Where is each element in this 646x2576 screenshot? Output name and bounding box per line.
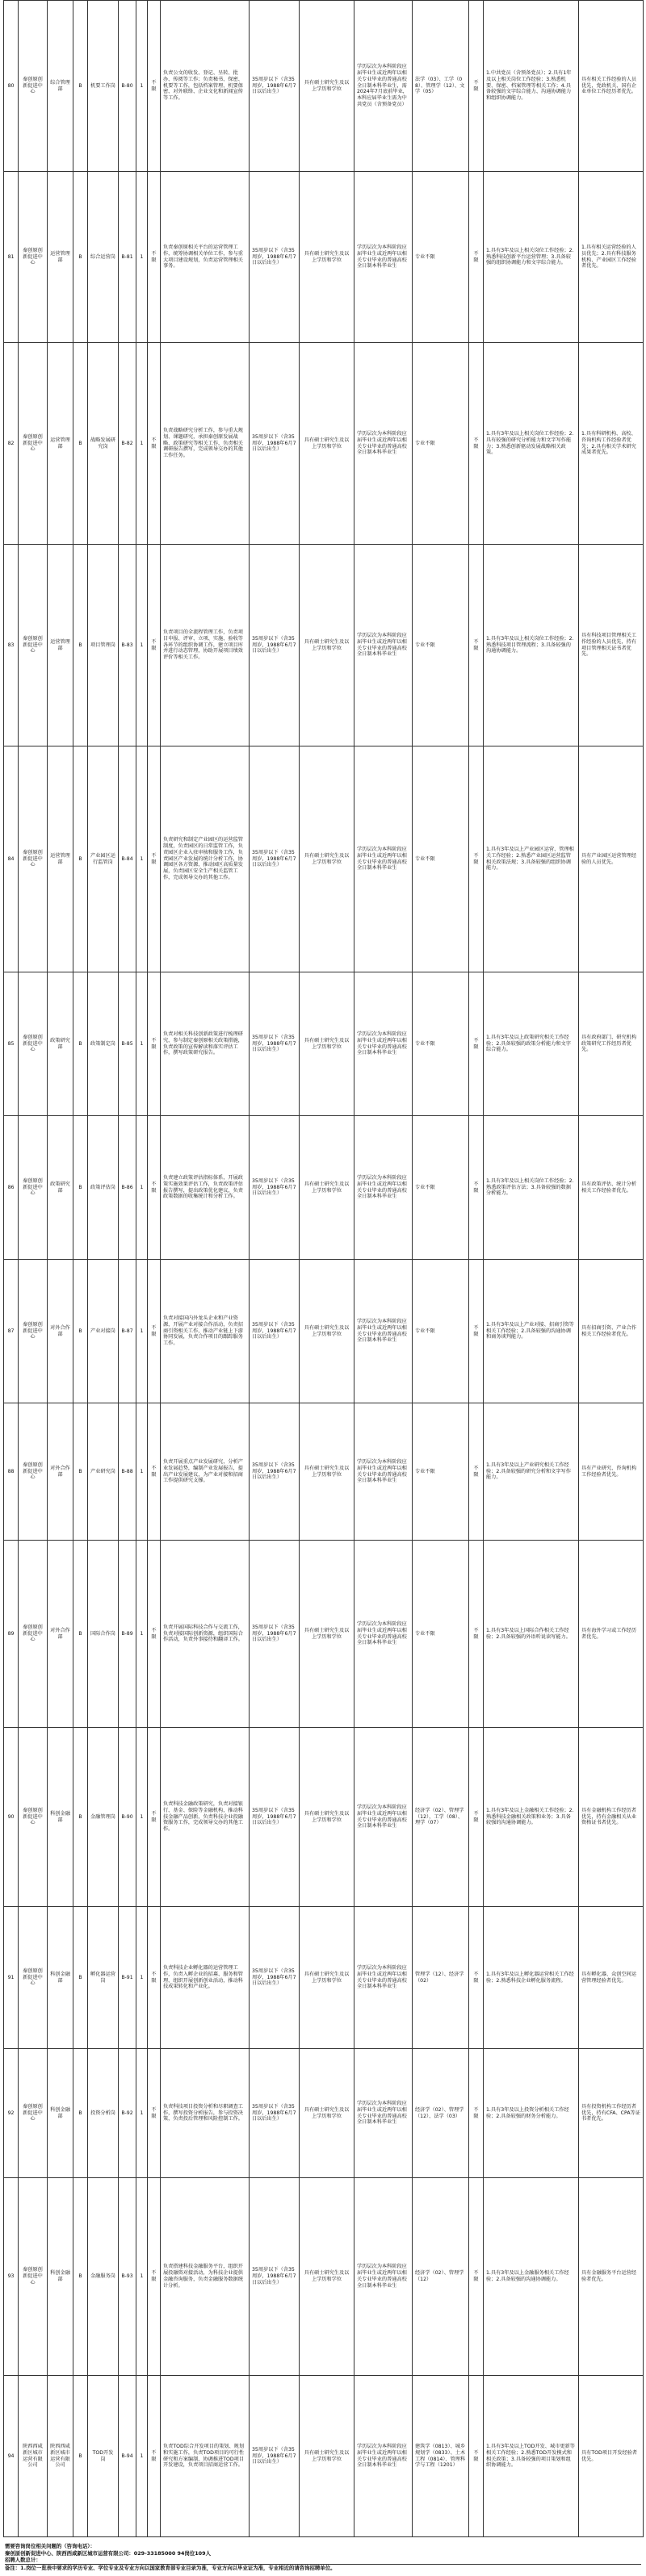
cell-major: 专业不限 xyxy=(413,1116,469,1260)
cell-unit-name: 秦创原创新促进中心 xyxy=(19,1116,48,1260)
cell-gender: 不限 xyxy=(148,972,161,1116)
cell-remark: 具有科技项目管理相关工作经验的人员优先，持有项目管理相关证书者优先。 xyxy=(579,545,644,746)
cell-job-duty: 负责战略研究分析工作，参与重大规划、课题研究，承担秦创原发展战略、政策研究等相关工作，负责相关调研报告撰写，完成领导交办的其他工作任务。 xyxy=(161,343,250,545)
cell-gender-2: 不限 xyxy=(469,1728,484,1907)
table-row xyxy=(4,1403,644,1541)
cell-post-name: 综合运营岗 xyxy=(88,172,119,343)
cell-hire-count: 1 xyxy=(136,2049,148,2178)
cell-major: 专业不限 xyxy=(413,343,469,545)
cell-post-code: B-86 xyxy=(119,1116,136,1260)
cell-post-name: 孵化器运营岗 xyxy=(88,1907,119,2049)
cell-row-number: 91 xyxy=(4,1907,19,2049)
cell-post-name: 金融管理岗 xyxy=(88,1728,119,1907)
cell-gender-2: 不限 xyxy=(469,1403,484,1541)
cell-post-code: B-90 xyxy=(119,1728,136,1907)
cell-remark: 具有相关工作经验的人员优先，党政机关、国有企业单位工作经历者优先。 xyxy=(579,1,644,172)
cell-unit-name: 秦创原创新促进中心 xyxy=(19,2049,48,2178)
footer-consult-line: 需要咨询岗位相关问题的（咨询电话）： xyxy=(5,2543,95,2549)
cell-remark: 1.具有相关运营经验的人员优先；2.具有科技服务机构、产业园区工作经验者优先。 xyxy=(579,172,644,343)
cell-department: 运营管理部 xyxy=(48,343,73,545)
cell-age-requirement: 35周岁以下（含35周岁，1988年6月7日以后出生） xyxy=(250,343,300,545)
cell-unit-name: 秦创原创新促进中心 xyxy=(19,343,48,545)
cell-education: 具有硕士研究生及以上学历和学位 xyxy=(300,1541,354,1728)
cell-hire-count: 1 xyxy=(136,746,148,972)
cell-other-requirements: 1.具有3年及以上投资分析相关工作经验；2.具备较强的财务分析能力。 xyxy=(484,2049,579,2178)
cell-post-type: B xyxy=(73,2376,88,2537)
cell-major: 经济学（02）、管理学（12）、工学（08）、理学（07） xyxy=(413,1728,469,1907)
cell-education: 具有硕士研究生及以上学历和学位 xyxy=(300,545,354,746)
cell-hire-count: 1 xyxy=(136,1116,148,1260)
cell-remark: 具有政策评估、统计分析相关工作经验者优先。 xyxy=(579,1116,644,1260)
cell-study-requirement: 学历层次为本科阶段应届毕业生或近两年以相关专业毕业的普通高校全日制本科毕业生，需2024年7月底前毕业，本科应届毕业生需为中共党员（含预备党员） xyxy=(354,1,413,172)
cell-row-number: 85 xyxy=(4,972,19,1116)
table-row xyxy=(4,1907,644,2049)
cell-post-name: 政策制定岗 xyxy=(88,972,119,1116)
cell-study-requirement: 学历层次为本科阶段应届毕业生或近两年以相关专业毕业的普通高校全日制本科毕业生 xyxy=(354,972,413,1116)
cell-post-code: B-89 xyxy=(119,1541,136,1728)
cell-education: 具有硕士研究生及以上学历和学位 xyxy=(300,1,354,172)
cell-major: 专业不限 xyxy=(413,972,469,1116)
cell-remark: 1.具有科研机构、高校、咨询机构工作经验者优先；2.具有相关学术研究成果者优先。 xyxy=(579,343,644,545)
cell-department: 科创金融部 xyxy=(48,1728,73,1907)
cell-hire-count: 1 xyxy=(136,1260,148,1403)
cell-hire-count: 1 xyxy=(136,1907,148,2049)
cell-job-duty: 负责秦创原相关平台的运营管理工作，统筹协调相关单位工作，参与重大项目建设规划，负责运营管理相关事务。 xyxy=(161,172,250,343)
cell-gender-2: 不限 xyxy=(469,972,484,1116)
cell-row-number: 92 xyxy=(4,2049,19,2178)
cell-gender-2: 不限 xyxy=(469,746,484,972)
cell-age-requirement: 35周岁以下（含35周岁，1988年6月7日以后出生） xyxy=(250,2049,300,2178)
cell-post-code: B-84 xyxy=(119,746,136,972)
cell-department: 陕西西咸新区城市运营有限公司 xyxy=(48,2376,73,2537)
cell-education: 具有硕士研究生及以上学历和学位 xyxy=(300,1116,354,1260)
cell-post-name: 项目管理岗 xyxy=(88,545,119,746)
cell-major: 专业不限 xyxy=(413,1403,469,1541)
cell-post-name: 机要工作岗 xyxy=(88,1,119,172)
cell-other-requirements: 1.具有3年及以上金融相关工作经验；2.熟悉科技金融相关政策和业务；3.具备较强的沟通协调能力。 xyxy=(484,1728,579,1907)
cell-post-name: TOD开发岗 xyxy=(88,2376,119,2537)
cell-post-type: B xyxy=(73,343,88,545)
cell-major: 建筑学（0813）、城乡规划学（0833）、土木工程（0814）、管理科学与工程（1201） xyxy=(413,2376,469,2537)
cell-age-requirement: 35周岁以下（含35周岁，1988年6月7日以后出生） xyxy=(250,972,300,1116)
table-row xyxy=(4,1541,644,1728)
cell-other-requirements: 1.具有3年及以上产业园区运营、管理相关工作经验；2.熟悉产业园区运营监管相关政策法规；3.具备较强的组织协调能力。 xyxy=(484,746,579,972)
cell-row-number: 94 xyxy=(4,2376,19,2537)
cell-age-requirement: 35周岁以下（含35周岁，1988年6月7日以后出生） xyxy=(250,1260,300,1403)
cell-remark: 具有产业研究、咨询机构工作经验者优先。 xyxy=(579,1403,644,1541)
cell-post-code: B-93 xyxy=(119,2178,136,2376)
cell-job-duty: 负责科技项目投资分析和尽职调查工作，撰写投资分析报告，参与投资决策，负责投后管理和风险控制工作。 xyxy=(161,2049,250,2178)
cell-post-type: B xyxy=(73,2049,88,2178)
cell-unit-name: 秦创原创新促进中心 xyxy=(19,1728,48,1907)
table-row xyxy=(4,1116,644,1260)
cell-gender-2: 不限 xyxy=(469,2376,484,2537)
cell-job-duty: 负责开展国际科技合作与交流工作，负责对接国际创新资源，组织国际合作活动，负责外事接待和翻译工作。 xyxy=(161,1541,250,1728)
cell-department: 对外合作部 xyxy=(48,1260,73,1403)
cell-department: 科创金融部 xyxy=(48,1907,73,2049)
cell-row-number: 86 xyxy=(4,1116,19,1260)
table-row xyxy=(4,172,644,343)
cell-job-duty: 负责公文的收发、登记、呈转、批办、传阅等工作；负责秘书、保密、机要等工作，包括档案管理、机要保密、对外联络、企业文化和新闻宣传等工作。 xyxy=(161,1,250,172)
cell-major: 专业不限 xyxy=(413,545,469,746)
cell-job-duty: 负责研究和制定产业园区的运营监管制度，负责园区的日常监管工作，负责园区企业入驻审核和服务工作，负责园区产业发展的统计分析工作，协调园区各方资源，推动园区高质量发展，负责园区安全生产相关监管工作，完成领导交办的其他工作。 xyxy=(161,746,250,972)
cell-education: 具有硕士研究生及以上学历和学位 xyxy=(300,2178,354,2376)
cell-other-requirements: 1.具有3年及以上国际合作相关工作经验；2.具备较强的外语听说读写能力。 xyxy=(484,1541,579,1728)
cell-post-code: B-92 xyxy=(119,2049,136,2178)
cell-post-type: B xyxy=(73,1116,88,1260)
table-row xyxy=(4,343,644,545)
cell-gender: 不限 xyxy=(148,1,161,172)
cell-hire-count: 1 xyxy=(136,2376,148,2537)
cell-gender: 不限 xyxy=(148,1907,161,2049)
cell-row-number: 81 xyxy=(4,172,19,343)
cell-major: 管理学（12）、经济学（02） xyxy=(413,1907,469,2049)
cell-post-name: 投资分析岗 xyxy=(88,2049,119,2178)
cell-gender: 不限 xyxy=(148,1260,161,1403)
cell-post-type: B xyxy=(73,1,88,172)
cell-row-number: 83 xyxy=(4,545,19,746)
cell-post-code: B-83 xyxy=(119,545,136,746)
cell-post-type: B xyxy=(73,545,88,746)
cell-gender: 不限 xyxy=(148,545,161,746)
cell-gender-2: 不限 xyxy=(469,1116,484,1260)
recruitment-table xyxy=(3,0,644,2537)
cell-gender-2: 不限 xyxy=(469,343,484,545)
cell-unit-name: 秦创原创新促进中心 xyxy=(19,1541,48,1728)
cell-gender: 不限 xyxy=(148,1728,161,1907)
cell-unit-name: 秦创原创新促进中心 xyxy=(19,1260,48,1403)
cell-hire-count: 1 xyxy=(136,1728,148,1907)
cell-row-number: 89 xyxy=(4,1541,19,1728)
cell-department: 运营管理部 xyxy=(48,746,73,972)
cell-gender-2: 不限 xyxy=(469,1907,484,2049)
cell-gender: 不限 xyxy=(148,172,161,343)
cell-education: 具有硕士研究生及以上学历和学位 xyxy=(300,172,354,343)
cell-hire-count: 1 xyxy=(136,1,148,172)
cell-gender: 不限 xyxy=(148,1541,161,1728)
table-row xyxy=(4,2178,644,2376)
cell-study-requirement: 学历层次为本科阶段应届毕业生或近两年以相关专业毕业的普通高校全日制本科毕业生 xyxy=(354,2178,413,2376)
cell-row-number: 93 xyxy=(4,2178,19,2376)
cell-study-requirement: 学历层次为本科阶段应届毕业生或近两年以相关专业毕业的普通高校全日制本科毕业生 xyxy=(354,2376,413,2537)
cell-row-number: 82 xyxy=(4,343,19,545)
cell-age-requirement: 35周岁以下（含35周岁，1988年6月7日以后出生） xyxy=(250,1907,300,2049)
cell-post-type: B xyxy=(73,1260,88,1403)
cell-major: 经济学（02）、管理学（12） xyxy=(413,2178,469,2376)
cell-post-name: 产业研究岗 xyxy=(88,1403,119,1541)
footer-note: 备注：1.岗位一览表中要求的学历专业、学位专业及专业方向以国家教育部专业目录为准，专业方向以毕业证为准，专业相近的请咨询招聘单位。 xyxy=(5,2564,641,2572)
cell-unit-name: 秦创原创新促进中心 xyxy=(19,172,48,343)
cell-job-duty: 负责对接国内外龙头企业和产业资源，开展产业对接合作活动，负责招商引资相关工作，推动产业链上下游协同发展，负责合作项目的跟踪服务工作。 xyxy=(161,1260,250,1403)
cell-job-duty: 负责项目的全流程管理工作，负责项目申报、评审、立项、实施、验收等各环节的组织协调工作，建立项目库并进行动态管理，协助开展项目绩效评价等相关工作。 xyxy=(161,545,250,746)
cell-other-requirements: 1.具有3年及以上TOD开发、城市更新等相关工作经验；2.熟悉TOD开发模式和相关政策；3.具备较强的项目策划和组织协调能力。 xyxy=(484,2376,579,2537)
cell-other-requirements: 1.具有3年及以上相关岗位工作经验；2.具有较强的研究分析能力和文字写作能力；3.熟悉创新驱动发展战略相关政策。 xyxy=(484,343,579,545)
cell-hire-count: 1 xyxy=(136,172,148,343)
cell-study-requirement: 学历层次为本科阶段应届毕业生或近两年以相关专业毕业的普通高校全日制本科毕业生 xyxy=(354,545,413,746)
cell-other-requirements: 1.具有3年及以上相关岗位工作经验；2.熟悉政策评估方法；3.具备较强的数据分析能力。 xyxy=(484,1116,579,1260)
cell-gender: 不限 xyxy=(148,2049,161,2178)
cell-age-requirement: 35周岁以下（含35周岁，1988年6月7日以后出生） xyxy=(250,545,300,746)
cell-job-duty: 负责TOD综合开发项目的策划、规划和实施工作，负责TOD项目的可行性研究和方案编制，协调推进TOD项目开发建设，负责项目招商运营工作。 xyxy=(161,2376,250,2537)
cell-post-code: B-94 xyxy=(119,2376,136,2537)
cell-gender: 不限 xyxy=(148,343,161,545)
cell-department: 综合管理部 xyxy=(48,1,73,172)
cell-other-requirements: 1.具有3年及以上孵化器运营相关工作经验；2.熟悉科技企业孵化服务流程。 xyxy=(484,1907,579,2049)
cell-post-code: B-82 xyxy=(119,343,136,545)
cell-age-requirement: 35周岁以下（含35周岁，1988年6月7日以后出生） xyxy=(250,746,300,972)
cell-study-requirement: 学历层次为本科阶段应届毕业生或近两年以相关专业毕业的普通高校全日制本科毕业生 xyxy=(354,172,413,343)
cell-other-requirements: 1.具有3年及以上金融服务相关工作经验；2.具备较强的沟通协调能力。 xyxy=(484,2178,579,2376)
cell-age-requirement: 35周岁以下（含35周岁，1988年6月7日以后出生） xyxy=(250,1541,300,1728)
cell-post-name: 产业对接岗 xyxy=(88,1260,119,1403)
table-row xyxy=(4,746,644,972)
cell-department: 运营管理部 xyxy=(48,172,73,343)
cell-post-name: 金融服务岗 xyxy=(88,2178,119,2376)
cell-post-name: 产业园区运行监管岗 xyxy=(88,746,119,972)
cell-gender-2: 不限 xyxy=(469,545,484,746)
cell-gender: 不限 xyxy=(148,1116,161,1260)
cell-post-code: B-87 xyxy=(119,1260,136,1403)
cell-hire-count: 1 xyxy=(136,1541,148,1728)
table-row xyxy=(4,545,644,746)
cell-study-requirement: 学历层次为本科阶段应届毕业生或近两年以相关专业毕业的普通高校全日制本科毕业生 xyxy=(354,343,413,545)
cell-study-requirement: 学历层次为本科阶段应届毕业生或近两年以相关专业毕业的普通高校全日制本科毕业生 xyxy=(354,1541,413,1728)
cell-age-requirement: 35周岁以下（含35周岁，1988年6月7日以后出生） xyxy=(250,1116,300,1260)
cell-gender-2: 不限 xyxy=(469,172,484,343)
cell-gender: 不限 xyxy=(148,746,161,972)
cell-study-requirement: 学历层次为本科阶段应届毕业生或近两年以相关专业毕业的普通高校全日制本科毕业生 xyxy=(354,1728,413,1907)
cell-unit-name: 秦创原创新促进中心 xyxy=(19,972,48,1116)
cell-row-number: 80 xyxy=(4,1,19,172)
footer-total-line: 招聘人数总计： xyxy=(5,2557,41,2564)
cell-post-type: B xyxy=(73,746,88,972)
cell-major: 专业不限 xyxy=(413,1541,469,1728)
cell-post-code: B-85 xyxy=(119,972,136,1116)
cell-major: 法学（03）、工学（08）、管理学（12）、文学（05） xyxy=(413,1,469,172)
cell-study-requirement: 学历层次为本科阶段应届毕业生或近两年以相关专业毕业的普通高校全日制本科毕业生 xyxy=(354,746,413,972)
cell-job-duty: 负责对相关科技创新政策进行梳理研究，参与制定秦创原相关政策措施，负责政策的宣传解读和落实评估工作，撰写政策研究报告。 xyxy=(161,972,250,1116)
cell-unit-name: 秦创原创新促进中心 xyxy=(19,1403,48,1541)
cell-gender-2: 不限 xyxy=(469,2049,484,2178)
cell-job-duty: 负责建立政策评估指标体系，开展政策实施效果评估工作，负责政策评估报告撰写，提出政策优化建议，负责政策数据的收集统计和分析工作。 xyxy=(161,1116,250,1260)
cell-row-number: 90 xyxy=(4,1728,19,1907)
cell-major: 专业不限 xyxy=(413,746,469,972)
cell-remark: 具有TOD项目开发经验者优先。 xyxy=(579,2376,644,2537)
cell-hire-count: 1 xyxy=(136,343,148,545)
cell-remark: 具有海外学习或工作经历者优先。 xyxy=(579,1541,644,1728)
cell-age-requirement: 35周岁以下（含35周岁，1988年6月7日以后出生） xyxy=(250,1728,300,1907)
cell-remark: 具有政府部门、研究机构政策研究工作经历者优先。 xyxy=(579,972,644,1116)
cell-remark: 具有招商引资、产业合作相关工作经验者优先。 xyxy=(579,1260,644,1403)
cell-department: 对外合作部 xyxy=(48,1403,73,1541)
cell-post-code: B-81 xyxy=(119,172,136,343)
cell-department: 运营管理部 xyxy=(48,545,73,746)
table-row xyxy=(4,2376,644,2537)
cell-post-code: B-91 xyxy=(119,1907,136,2049)
cell-remark: 具有金融服务平台运营经验者优先。 xyxy=(579,2178,644,2376)
cell-hire-count: 1 xyxy=(136,1403,148,1541)
cell-job-duty: 负责搭建科技金融服务平台，组织开展投融资对接活动，为科技企业提供金融咨询服务，负责金融服务数据统计分析。 xyxy=(161,2178,250,2376)
cell-post-code: B-88 xyxy=(119,1403,136,1541)
cell-post-name: 战略发展研究岗 xyxy=(88,343,119,545)
cell-row-number: 84 xyxy=(4,746,19,972)
table-footer xyxy=(5,2543,641,2572)
cell-row-number: 87 xyxy=(4,1260,19,1403)
footer-contact-line: 秦创原创新促进中心、陕西西咸新区城市运营有限公司：029-33185000 94岗位109人 xyxy=(5,2549,211,2557)
cell-study-requirement: 学历层次为本科阶段应届毕业生或近两年以相关专业毕业的普通高校全日制本科毕业生 xyxy=(354,1260,413,1403)
cell-unit-name: 秦创原创新促进中心 xyxy=(19,2178,48,2376)
cell-hire-count: 1 xyxy=(136,2178,148,2376)
cell-education: 具有硕士研究生及以上学历和学位 xyxy=(300,746,354,972)
table-row xyxy=(4,1260,644,1403)
cell-other-requirements: 1.具有3年及以上产业对接、招商引资等相关工作经验；2.具备较强的沟通协调和商务谈判能力。 xyxy=(484,1260,579,1403)
cell-education: 具有硕士研究生及以上学历和学位 xyxy=(300,2376,354,2537)
cell-hire-count: 1 xyxy=(136,545,148,746)
cell-education: 具有硕士研究生及以上学历和学位 xyxy=(300,972,354,1116)
cell-other-requirements: 1.具有3年及以上相关岗位工作经验；2.熟悉科技项目管理流程；3.具备较强的沟通协调能力。 xyxy=(484,545,579,746)
cell-post-type: B xyxy=(73,172,88,343)
cell-gender-2: 不限 xyxy=(469,1260,484,1403)
cell-other-requirements: 1.具有3年及以上相关岗位工作经验；2.熟悉科技创新平台运营管理；3.具备较强的组织协调能力和文字综合能力。 xyxy=(484,172,579,343)
cell-post-type: B xyxy=(73,1541,88,1728)
cell-age-requirement: 35周岁以下（含35周岁，1988年6月7日以后出生） xyxy=(250,2178,300,2376)
cell-study-requirement: 学历层次为本科阶段应届毕业生或近两年以相关专业毕业的普通高校全日制本科毕业生 xyxy=(354,1907,413,2049)
cell-other-requirements: 1.具有3年及以上政策研究相关工作经验；2.具备较强的政策分析能力和文字综合能力。 xyxy=(484,972,579,1116)
cell-major: 专业不限 xyxy=(413,172,469,343)
cell-age-requirement: 35周岁以下（含35周岁，1988年6月7日以后出生） xyxy=(250,1403,300,1541)
cell-age-requirement: 35周岁以下（含35周岁，1988年6月7日以后出生） xyxy=(250,172,300,343)
cell-post-type: B xyxy=(73,1728,88,1907)
cell-other-requirements: 1.中共党员（含预备党员）；2.具有1年及以上相关岗位工作经验；3.熟悉机要、保密、档案管理等相关工作；4.具备较强的文字综合能力、沟通协调能力和组织协调能力。 xyxy=(484,1,579,172)
cell-education: 具有硕士研究生及以上学历和学位 xyxy=(300,1728,354,1907)
cell-post-type: B xyxy=(73,1403,88,1541)
cell-department: 政策研究部 xyxy=(48,1116,73,1260)
cell-row-number: 88 xyxy=(4,1403,19,1541)
cell-education: 具有硕士研究生及以上学历和学位 xyxy=(300,1403,354,1541)
cell-job-duty: 负责开展重点产业发展研究，分析产业发展趋势，编制产业发展报告，提出产业发展建议，为产业对接和招商工作提供研究支撑。 xyxy=(161,1403,250,1541)
cell-department: 政策研究部 xyxy=(48,972,73,1116)
cell-study-requirement: 学历层次为本科阶段应届毕业生或近两年以相关专业毕业的普通高校全日制本科毕业生 xyxy=(354,1116,413,1260)
cell-gender-2: 不限 xyxy=(469,1541,484,1728)
cell-post-type: B xyxy=(73,2178,88,2376)
cell-gender: 不限 xyxy=(148,2178,161,2376)
cell-major: 专业不限 xyxy=(413,1260,469,1403)
cell-remark: 具有产业园区运营管理经验的人员优先。 xyxy=(579,746,644,972)
cell-other-requirements: 1.具有3年及以上产业研究相关工作经验；2.具备较强的研究分析和文字写作能力。 xyxy=(484,1403,579,1541)
cell-remark: 具有金融机构工作经历者优先，持有金融相关从业资格证书者优先。 xyxy=(579,1728,644,1907)
cell-age-requirement: 35周岁以下（含35周岁，1988年6月7日以后出生） xyxy=(250,2376,300,2537)
table-row xyxy=(4,1,644,172)
cell-department: 科创金融部 xyxy=(48,2049,73,2178)
cell-post-name: 国际合作岗 xyxy=(88,1541,119,1728)
cell-gender: 不限 xyxy=(148,2376,161,2537)
table-row xyxy=(4,972,644,1116)
cell-study-requirement: 学历层次为本科阶段应届毕业生或近两年以相关专业毕业的普通高校全日制本科毕业生 xyxy=(354,1403,413,1541)
cell-department: 对外合作部 xyxy=(48,1541,73,1728)
cell-post-code: B-80 xyxy=(119,1,136,172)
table-row xyxy=(4,1728,644,1907)
table-row xyxy=(4,2049,644,2178)
cell-education: 具有硕士研究生及以上学历和学位 xyxy=(300,343,354,545)
cell-education: 具有硕士研究生及以上学历和学位 xyxy=(300,1907,354,2049)
cell-post-name: 政策评估岗 xyxy=(88,1116,119,1260)
cell-unit-name: 秦创原创新促进中心 xyxy=(19,1,48,172)
cell-unit-name: 秦创原创新促进中心 xyxy=(19,545,48,746)
cell-post-type: B xyxy=(73,1907,88,2049)
cell-post-type: B xyxy=(73,972,88,1116)
cell-hire-count: 1 xyxy=(136,972,148,1116)
cell-unit-name: 陕西西咸新区城市运营有限公司 xyxy=(19,2376,48,2537)
cell-education: 具有硕士研究生及以上学历和学位 xyxy=(300,2049,354,2178)
cell-gender: 不限 xyxy=(148,1403,161,1541)
cell-department: 科创金融部 xyxy=(48,2178,73,2376)
cell-remark: 具有孵化器、众创空间运营管理经验者优先。 xyxy=(579,1907,644,2049)
cell-age-requirement: 35周岁以下（含35周岁，1988年6月7日以后出生） xyxy=(250,1,300,172)
cell-job-duty: 负责科技金融政策研究，负责对接银行、基金、保险等金融机构，推动科技金融产品创新，负责科技企业投融资服务工作，完成领导交办的其他工作。 xyxy=(161,1728,250,1907)
cell-gender-2: 不限 xyxy=(469,1,484,172)
cell-gender-2: 不限 xyxy=(469,2178,484,2376)
cell-job-duty: 负责科技企业孵化器的运营管理工作，负责入孵企业的招募、服务和管理，组织开展创新创业活动，推动科技成果转化和产业化。 xyxy=(161,1907,250,2049)
cell-study-requirement: 学历层次为本科阶段应届毕业生或近两年以相关专业毕业的普通高校全日制本科毕业生 xyxy=(354,2049,413,2178)
cell-major: 经济学（02）、管理学（12）、法学（03） xyxy=(413,2049,469,2178)
cell-remark: 具有投资机构工作经历者优先，持有CFA、CPA等证书者优先。 xyxy=(579,2049,644,2178)
cell-unit-name: 秦创原创新促进中心 xyxy=(19,1907,48,2049)
cell-education: 具有硕士研究生及以上学历和学位 xyxy=(300,1260,354,1403)
cell-unit-name: 秦创原创新促进中心 xyxy=(19,746,48,972)
